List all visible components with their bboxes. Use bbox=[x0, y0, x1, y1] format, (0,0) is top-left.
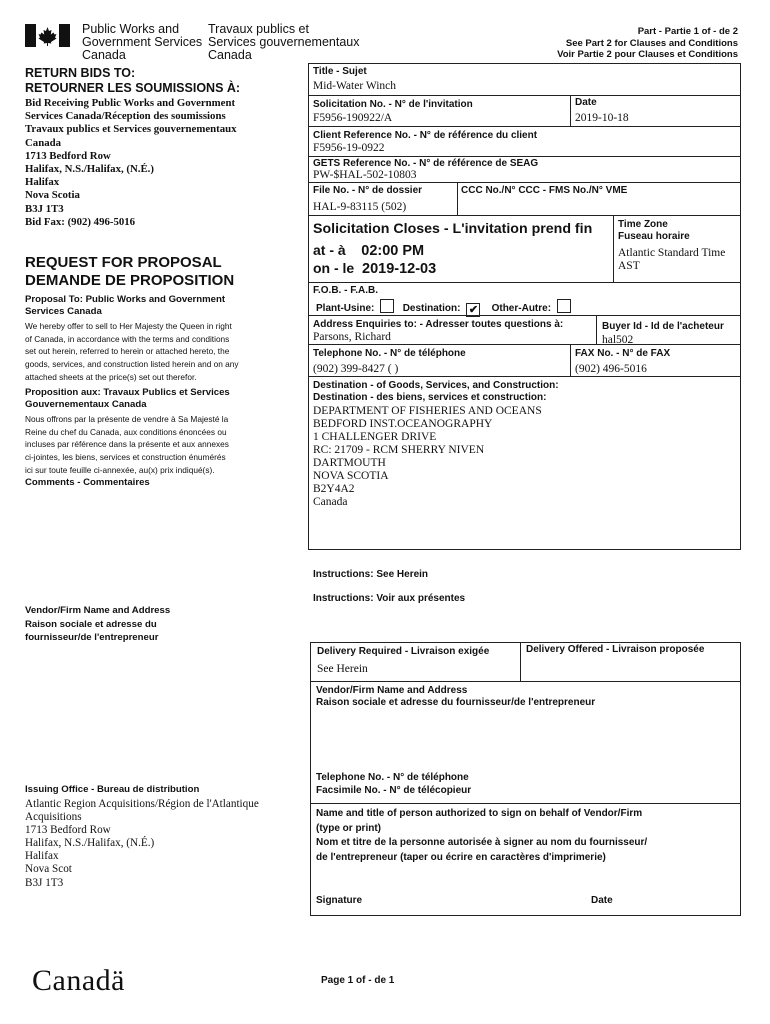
page-number: Page 1 of - de 1 bbox=[321, 975, 395, 986]
enquiries-value[interactable]: Parsons, Richard bbox=[313, 331, 391, 343]
issuing-office-label: Issuing Office - Bureau de distribution bbox=[25, 784, 200, 795]
date-label: Date bbox=[575, 97, 597, 108]
title-label: Title - Sujet bbox=[313, 66, 367, 77]
date-value[interactable]: 2019-10-18 bbox=[575, 112, 629, 124]
destination-label: Destination - of Goods, Services, and Construction: Destination - des biens, services et construction: bbox=[313, 380, 559, 403]
telephone-label: Telephone No. - N° de téléphone bbox=[313, 348, 466, 359]
phone-fax-labels: Telephone No. - N° de téléphone Facsimile No. - N° de télécopieur bbox=[316, 772, 472, 796]
proposition-aux: Proposition aux: Travaux Publics et Services Gouvernementaux Canada bbox=[25, 387, 230, 410]
gets-ref-label: GETS Reference No. - N° de référence de SEAG bbox=[313, 158, 539, 169]
buyer-id-value[interactable]: hal502 bbox=[602, 334, 634, 344]
closing-time: at - à 02:00 PM on - le 2019-12-03 bbox=[313, 242, 437, 277]
issuing-office-address: Atlantic Region Acquisitions/Région de l'Atlantique Acquisitions 1713 Bedford Row Halifax, N.S./Halifax, (N.É.) Halifax Nova Scot B3J 1T3 bbox=[25, 798, 259, 889]
signature-date-label: Date bbox=[591, 895, 613, 906]
client-ref-value[interactable]: F5956-19-0922 bbox=[313, 142, 385, 154]
offer-text-en: We hereby offer to sell to Her Majesty the Queen in right of Canada, in accordance with the terms and conditions set out herein, referred to herein or attached hereto, the goods, services, and construction listed herein and on any attached sheets at the price(s) set out therefor. bbox=[25, 321, 239, 382]
department-name-fr: Travaux publics et Services gouvernementaux Canada bbox=[208, 22, 360, 62]
file-label: File No. - N° de dossier bbox=[313, 185, 423, 196]
vendor-label-left: Vendor/Firm Name and Address Raison sociale et adresse du fournisseur/de l'entrepreneur bbox=[25, 605, 171, 643]
title-value[interactable]: Mid-Water Winch bbox=[313, 80, 397, 92]
authorized-person-label: Name and title of person authorized to sign on behalf of Vendor/Firm (type or print) Nom et titre de la personne autorisée à signer au nom du fournisseur/ de l'entrepreneur (taper ou écrire en caractères d'imprimerie) bbox=[316, 808, 648, 863]
instructions-fr: Instructions: Voir aux présentes bbox=[313, 593, 466, 604]
delivery-required-label: Delivery Required - Livraison exigée bbox=[317, 646, 490, 657]
telephone-value[interactable]: (902) 399-8427 ( ) bbox=[313, 363, 399, 375]
time-zone-label: Time Zone Fuseau horaire bbox=[618, 219, 690, 242]
part-header: Part - Partie 1 of - de 2 See Part 2 for Clauses and Conditions Voir Partie 2 pour Clauses et Conditions bbox=[557, 26, 738, 60]
client-ref-label: Client Reference No. - N° de référence du client bbox=[313, 130, 538, 141]
buyer-id-label: Buyer Id - Id de l'acheteur bbox=[602, 321, 724, 332]
closes-label: Solicitation Closes - L'invitation prend fin bbox=[313, 221, 593, 237]
checkmark-icon: ✔ bbox=[468, 304, 479, 316]
delivery-offered-label: Delivery Offered - Livraison proposée bbox=[526, 644, 705, 655]
fob-label: F.O.B. - F.A.B. bbox=[313, 285, 378, 296]
enquiries-label: Address Enquiries to: - Adresser toutes questions à: bbox=[313, 319, 564, 330]
time-zone-value: Atlantic Standard Time AST bbox=[618, 247, 726, 272]
comments-label: Comments - Commentaires bbox=[25, 477, 150, 488]
closing-time-value: 02:00 PM bbox=[361, 243, 425, 259]
canada-flag-icon bbox=[25, 24, 70, 47]
file-value[interactable]: HAL-9-83115 (502) bbox=[313, 201, 407, 213]
offer-text-fr: Nous offrons par la présente de vendre à Sa Majesté la Reine du chef du Canada, aux conditions énoncées ou incluses par référence dans la présente et aux annexes ci-jointes, les biens, services et construction énumérés ici sur toute feuille ci-annexée, au(x) prix indiqué(s). bbox=[25, 414, 229, 475]
destination-address: DEPARTMENT OF FISHERIES AND OCEANS BEDFORD INST.OCEANOGRAPHY 1 CHALLENGER DRIVE RC: 21709 - RCM SHERRY NIVEN DARTMOUTH NOVA SCOTIA B2Y4A2 Canada bbox=[313, 405, 542, 508]
signature-label: Signature bbox=[316, 895, 363, 906]
return-bids-address: Bid Receiving Public Works and Government Services Canada/Réception des soumissions Travaux publics et Services gouvernementaux Canada 1713 Bedford Row Halifax, N.S./Halifax, (N.É.) Halifax Nova Scotia B3J 1T3 Bid Fax: (902) 496-5016 bbox=[25, 97, 237, 228]
request-title: REQUEST FOR PROPOSAL DEMANDE DE PROPOSITION bbox=[25, 254, 235, 289]
fob-options: Plant-Usine: Destination: ✔ Other-Autre: bbox=[316, 299, 571, 317]
gets-ref-value[interactable]: PW-$HAL-502-10803 bbox=[313, 169, 417, 181]
delivery-required-value[interactable]: See Herein bbox=[317, 663, 368, 675]
canada-wordmark: Canadä bbox=[32, 964, 125, 997]
instructions-en: Instructions: See Herein bbox=[313, 569, 429, 580]
ccc-label: CCC No./N° CCC - FMS No./N° VME bbox=[461, 185, 628, 196]
fax-value[interactable]: (902) 496-5016 bbox=[575, 363, 647, 375]
closing-date-value: 2019-12-03 bbox=[362, 261, 437, 277]
fax-label: FAX No. - N° de FAX bbox=[575, 348, 671, 359]
plant-checkbox[interactable] bbox=[380, 299, 394, 313]
solicitation-label: Solicitation No. - N° de l'invitation bbox=[313, 99, 473, 110]
destination-checkbox[interactable] bbox=[466, 303, 480, 317]
return-bids-title: RETURN BIDS TO: RETOURNER LES SOUMISSIONS À: bbox=[25, 66, 241, 95]
proposal-to: Proposal To: Public Works and Government Services Canada bbox=[25, 294, 226, 317]
solicitation-value[interactable]: F5956-190922/A bbox=[313, 112, 393, 124]
other-checkbox[interactable] bbox=[557, 299, 571, 313]
department-name-en: Public Works and Government Services Canada bbox=[82, 22, 203, 62]
vendor-name-label: Vendor/Firm Name and Address Raison sociale et adresse du fournisseur/de l'entrepreneur bbox=[316, 685, 596, 708]
